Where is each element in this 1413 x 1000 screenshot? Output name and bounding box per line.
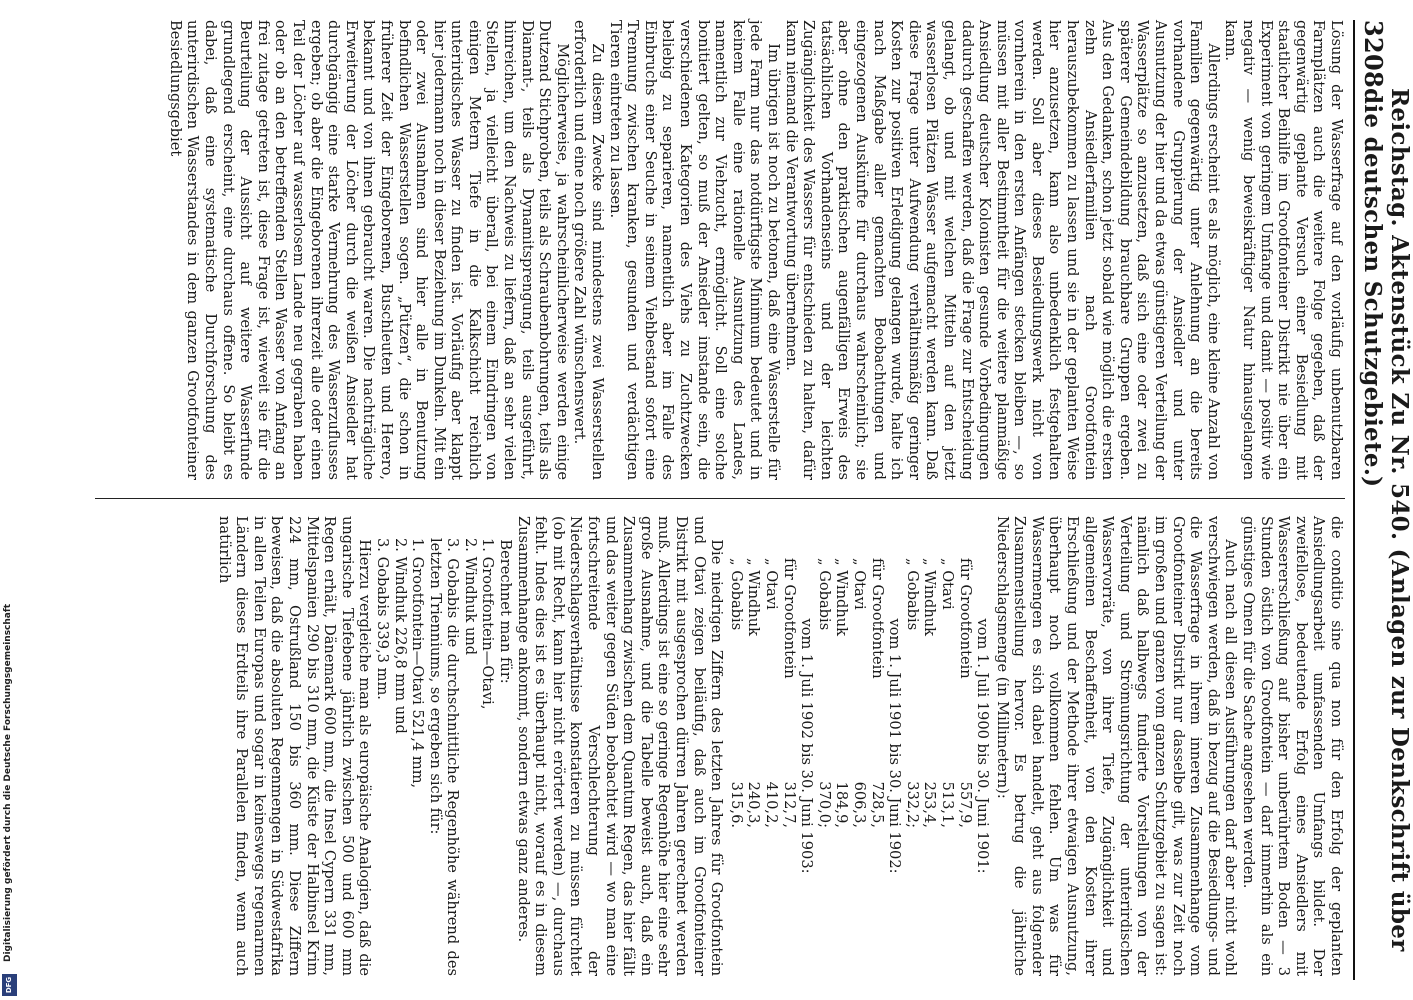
table-row [868, 516, 886, 976]
calc-list [426, 516, 496, 976]
place-cell: „ Otavi [938, 558, 956, 610]
value-cell: 315,6. [727, 781, 745, 828]
period-label: vom 1. Juli 1902 bis 30. Juni 1903: [798, 618, 816, 874]
paragraph: Zu diesem Zwecke sind mindestens zwei Wasserstellen erforderlich und eine noch größere Zahl wünschenswert. [571, 20, 607, 480]
page-header [1353, 20, 1413, 980]
table-row [833, 516, 851, 976]
period-label: vom 1. Juli 1900 bis 30. Juni 1901: [974, 618, 992, 874]
table-row [745, 516, 763, 976]
paragraph: Möglicherweise, ja wahrscheinlicherweise werden einige Dutzend Stichproben, teils als Schraubenbohrungen, teils als Diamant-, teils als Dynamitsprengung, teils ausgeführt, hinreichen, um den Nachweis zu liefern, daß an sehr vielen Stellen, ja vielleicht überall, bei einem Eindringen von einigen Metern Tiefe in die Kalkschicht reichlich unterirdisches Wasser zu finden ist. Vorläufig aber klappt hier jedermann noch in dieser Beziehung im Dunkeln. Mit ein oder zwei Ausnahmen sind hier alle in Benutzung befindlichen Wasserstellen sogen. „Pützen“, die schon in früherer Zeit der Eingeborenen, Buschleuten und Herero, bekannt und von ihnen gebraucht waren. Die nachträgliche Erweiterung der Löcher durch die weißen Ansiedler hat durchgängig eine starke Vermehrung des Wasserzuflusses ergeben; ob aber die Eingeborenen ihrerzeit alle oder einen Teil der Löcher auf wasserlosem Lande neu gegraben haben oder ob an den betreffenden Stellen Wasser von Anfang an frei zutage getreten ist, diese Frage ist, wieweit sie für die Beurteilung der Aussicht auf weitere Wasserfunde grundlegend erscheint, eine durchaus offene. So bleibt es dabei, daß eine systematische Durchforschung des unterirdischen Wasserstandes in dem ganzen Grootfonteiner Besiedlungsgebiet [166, 20, 571, 480]
value-cell: 513,1, [938, 781, 956, 828]
table-row [956, 516, 974, 976]
place-cell: „ Otavi [850, 558, 868, 610]
place-cell: „ Otavi [763, 558, 780, 610]
list-item: 2. Windhuk und [461, 538, 479, 656]
paragraph: Allerdings erscheint es als möglich, eine kleine Anzahl von Familien gegenwärtig unter Anlehnung an die bereits vorhandene Gruppierung der Ansiedler und unter Ausnutzung der hier und da etwas günstigeren Verteilung der Wasserplätze so anzusetzen, daß sich eine oder zwei zu späterer Gemeindebildung brauchbare Gruppen ergeben. Aus den Gedanken, schon jetzt sobald wie möglich die ersten zehn Ansiedlerfamilien nach Grootfontein herauszubekommen zu lassen und sie in der geplanten Weise hier anzusetzen, kann also unbedenklich festgehalten werden. Soll aber dieses Besiedlungswerk nicht von vornherein in den ersten Anfängen stecken bleiben —, so müssen mit aller Bestimmtheit für die weitere planmäßige Ansiedlung deutscher Kolonisten gesunde Vorbedingungen dadurch geschaffen werden, daß die Frage zur Entscheidung gelangt, ob und mit welchen Mitteln auf den jetzt wasserlosen Plätzen Wasser aufgemacht werden kann. Daß diese Frage unter Aufwendung verhältnismäßig geringer Kosten zur positiven Erledigung gelangen wurde, halte ich nach Maßgabe aller gemachten Beobachtungen und eingezogenen Auskünfte für durchaus wahrscheinlich; sie aber ohne den praktischen augenfälligen Erweis des tatsächlichen Vorhandenseins und der leichten Zugänglichkeit des Wassers für entschieden zu halten, dafür kann niemand die Verantwortung übernehmen. [782, 20, 1222, 480]
value-cell: 557,9, [956, 781, 974, 828]
list-item: 1. Grootfontein—Otavi 521,4 mm, [409, 538, 427, 789]
paragraph: Auch nach all diesen Ausführungen darf aber nicht wohl verschwiegen werden, daß in bezug auf die Besiedlungs- und die Wasserfrage in ihrem inneren Zusammenhange vom Grootfonteiner Distrikt nur dasselbe gilt, was zur Zeit noch im großen und ganzen vom ganzen Schutzgebiet zu sagen ist: nämlich daß halbwegs fundierte Vorstellungen von der Verteilung und Strömungsrichtung der unterirdischen Wasservorräte, von ihrer Tiefe, Zugänglichkeit und allgemeinen Beschaffenheit, von den Kosten ihrer Erschließung und der Methode ihrer etwaigen Ausnutzung, überhaupt noch vollkommen fehlen. Um was für Wassermengen es sich dabei handelt, geht aus folgender Zusammenstellung hervor. Es betrug die jährliche Niederschlagsmenge (in Millimetern): [993, 516, 1240, 976]
rainfall-table [727, 516, 991, 976]
digitization-note: Digitalisierung gefördert durch die Deutsche Forschungsgemeinschaft [3, 603, 13, 962]
value-cell: 728,5, [868, 781, 886, 828]
table-row [780, 516, 798, 976]
place-cell: „ Windhuk [921, 558, 939, 636]
page-title: Reichstag. Aktenstück Zu Nr. 540. (Anlagen zur Denkschrift über die deutschen Schutzgebiete.) [1359, 88, 1413, 952]
place-cell: für Grootfontein [956, 558, 974, 679]
value-cell: 240,3, [745, 781, 763, 828]
place-cell: für Grootfontein [780, 558, 798, 679]
list-item: 3. Gobabis die durchschnittliche Regenhöhe während des letzten Trienniums, so ergeben sich für: [426, 538, 462, 976]
table-row [815, 516, 833, 976]
value-cell: 370,0; [815, 781, 833, 828]
place-cell: „ Gobabis [903, 558, 921, 631]
value-cell: 410,2, [763, 781, 780, 828]
calc-intro: Berechnet man für: [497, 539, 515, 684]
period-label: vom 1. Juli 1901 bis 30. Juni 1902: [886, 618, 904, 874]
table-row [727, 516, 745, 976]
paragraph: Die niedrigen Ziffern des letzten Jahres für Grootfontein und Otavi zeigen beiläufig, daß auch im Grootfonteiner Distrikt mit ausgesprochen dürren Jahren gerechnet werden muß. Allerdings ist eine so geringe Regenhöhe hier eine sehr große Ausnahme, und die Tabelle beweist auch, daß ein Zusammenhang zwischen dem Quantum Regen, das hier fällt und das weiter gegen Süden beobachtet wird — wo man eine fortschreitende Verschlechterung der Niederschlagsverhältnisse konstatieren zu müssen fürchtet (ob mit Recht, kann hier nicht erörtert werden) —, durchaus fehlt. Indes dies ist es überhaupt nicht, worauf es in diesem Zusammenhange ankommt, sondern etwas ganz anderes. [514, 516, 726, 976]
table-row [921, 516, 939, 976]
paragraph: die conditio sine qua non für den Erfolg der geplanten Ansiedlungsarbeit umfassenden Umfangs bildet. Der zweifellose, bedeutende Erfolg eines Ansiedlers mit Wassererschließung auf bisher unberührtem Boden — 3 Stunden östlich von Grootfontein — darf immerhin als ein günstiges Omen für die Sache angesehen werden. [1240, 516, 1345, 976]
column-divider [95, 498, 1345, 499]
place-cell: „ Gobabis [727, 558, 745, 631]
table-row [762, 516, 780, 976]
calc-results [373, 516, 426, 976]
dfg-logo: DFG [2, 974, 17, 996]
left-column [85, 20, 1345, 480]
value-cell: 253,4, [921, 781, 939, 828]
place-cell: „ Windhuk [833, 558, 851, 636]
list-item: 1. Grootfontein—Otavi, [479, 538, 497, 710]
place-cell: „ Windhuk [745, 558, 763, 636]
table-row [850, 516, 868, 976]
value-cell: 184,9, [833, 781, 851, 828]
place-cell: für Grootfontein [868, 558, 886, 679]
paragraph: Lösung der Wasserfrage auf den vorläufig unbenutzbaren Farmplätzen auch die weitere Folge gegeben, daß der gegenwärtig geplante Versuch einer Besiedlung mit staatlicher Beihilfe im Grootfonteiner Distrikt nie über ein Experiment von geringem Umfange und damit — positiv wie negativ — wenig beweiskräftiger Natur hinausgelangen kann. [1222, 20, 1345, 480]
page-number: 3208 [1359, 20, 1388, 88]
paragraph: Hierzu vergleiche man als europäische Analogien, daß die ungarische Tiefebene jährlich zwischen 500 und 600 mm Regen erhält, Dänemark 600 mm, die Insel Cypern 331 mm, Mittelspanien 290 bis 310 mm, die Küste der Halbinsel Krim 224 mm, Ostrußland 150 bis 360 mm. Diese Ziffern beweisen, daß die absoluten Regenmengen in Südwestafrika in allen Teilen Europas und sogar in keineswegs regenarmen Ländern dieses Erdteils ihre Parallelen finden, wenn auch natürlich [215, 516, 374, 976]
right-column [85, 516, 1345, 976]
paragraph: Im übrigen ist noch zu betonen, daß eine Wasserstelle für jede Farm nur das notdürftigste Minimum bedeutet und in keinem Falle eine rationelle Ausnutzung des Landes, namentlich zur Viehzucht, ermöglicht. Soll eine solche bonitiert gelten, so muß der Ansiedler imstande sein, die verschiedenen Kategorien des Viehs zu Zuchtzwecken beliebig zu separieren, namentlich aber im Falle des Einbruchs einer Seuche in seinem Viehbestand sofort eine Trennung zwischen kranken, gesunden und verdächtigen Tieren eintreten zu lassen. [606, 20, 782, 480]
value-cell: 606,3, [850, 781, 868, 828]
table-row [938, 516, 956, 976]
value-cell: 332,2; [903, 781, 921, 828]
list-item: 3. Gobabis 339,3 mm. [373, 538, 391, 700]
document-page [67, 20, 1413, 980]
table-row [903, 516, 921, 976]
place-cell: „ Gobabis [815, 558, 833, 631]
list-item: 2. Windhuk 226,8 mm und [391, 538, 409, 734]
value-cell: 312,7, [780, 781, 798, 828]
